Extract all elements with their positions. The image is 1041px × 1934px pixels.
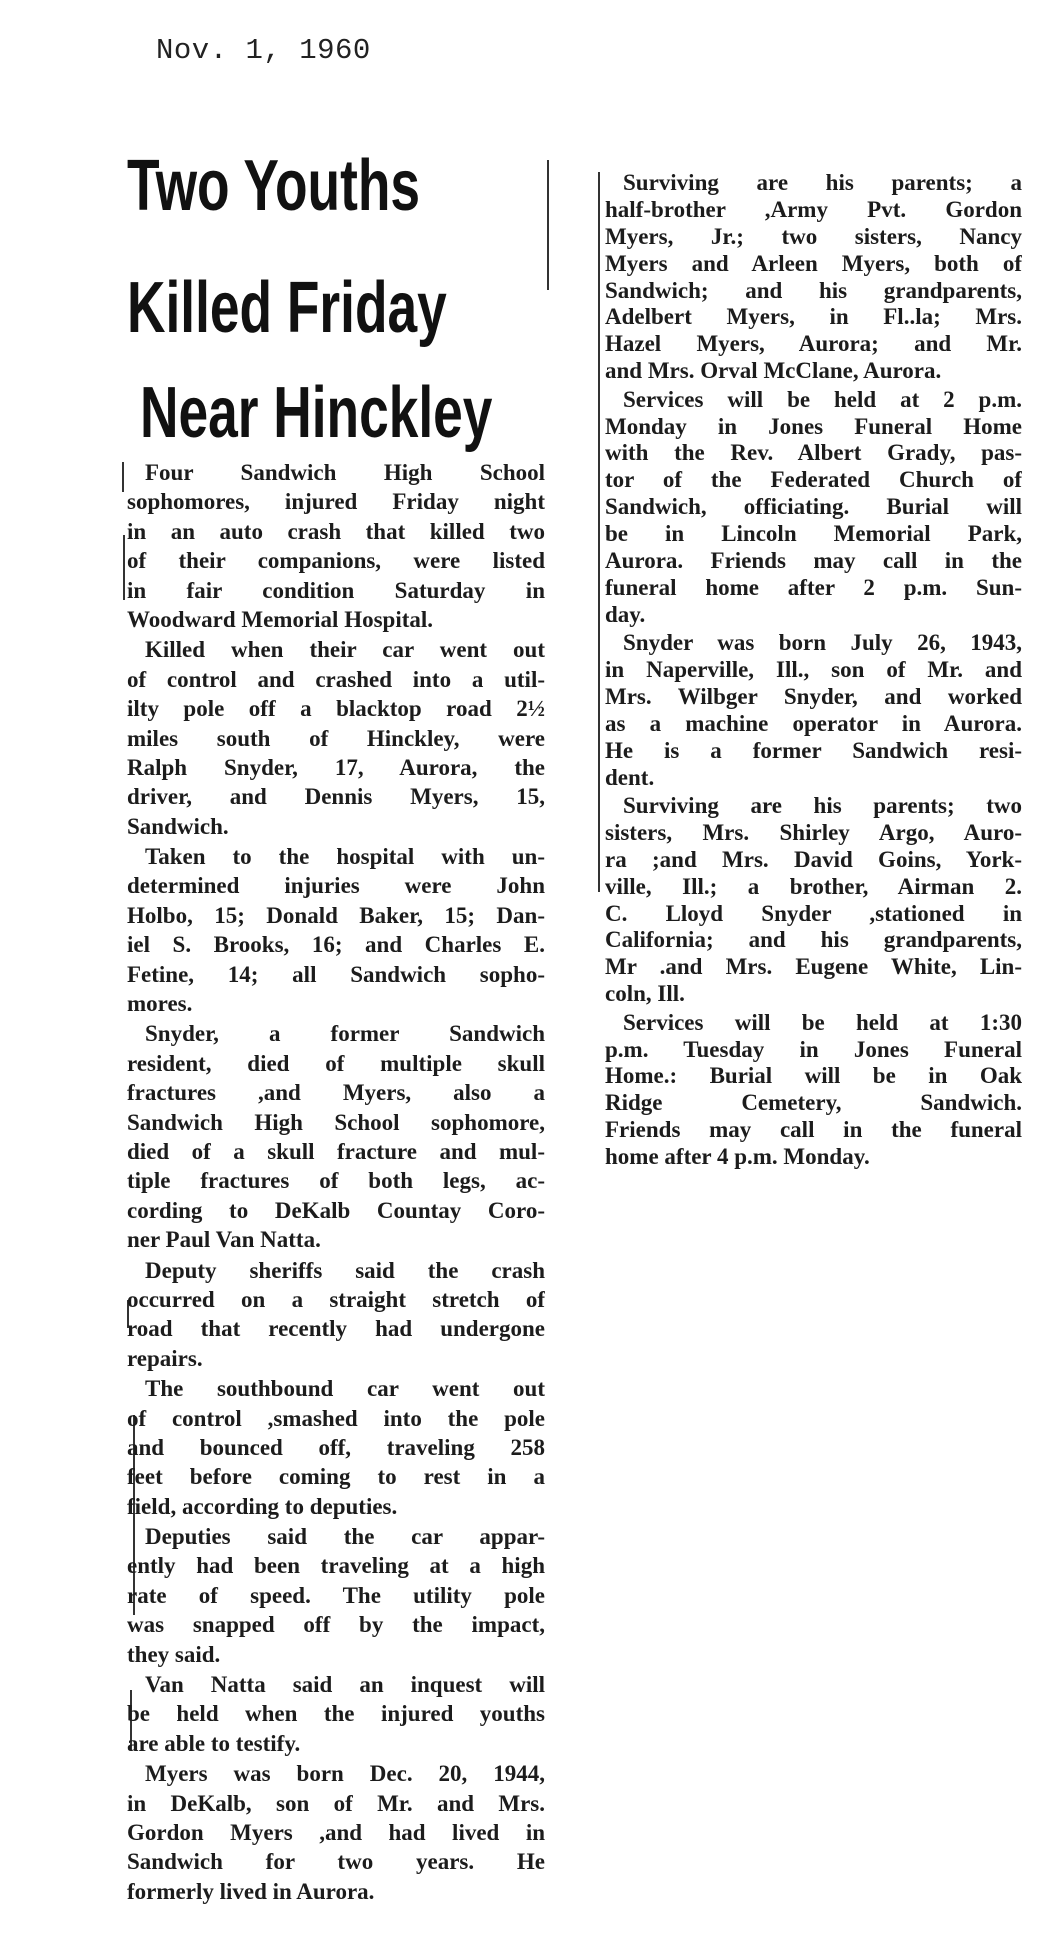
article-column-right xyxy=(605,170,1022,1172)
clipping-date: Nov. 1, 1960 xyxy=(156,34,371,67)
text-line: in an auto crash that killed two xyxy=(127,518,545,544)
text-line: and bounced off, traveling 258 xyxy=(127,1434,545,1460)
column-rule xyxy=(123,535,125,600)
text-line: Mr .and Mrs. Eugene White, Lin- xyxy=(605,954,1022,980)
text-line: Deputy sheriffs said the crash xyxy=(145,1257,545,1283)
text-line: formerly lived in Aurora. xyxy=(127,1878,375,1904)
text-line: dent. xyxy=(605,764,655,790)
headline-line: Two Youths xyxy=(127,146,421,226)
text-line: ently had been traveling at a high xyxy=(127,1553,545,1579)
text-line: Adelbert Myers, in Fl..la; Mrs. xyxy=(605,304,1022,330)
text-line: in DeKalb, son of Mr. and Mrs. xyxy=(127,1790,545,1816)
text-line: Friends may call in the funeral xyxy=(605,1117,1022,1143)
text-line: Deputies said the car appar- xyxy=(145,1524,545,1550)
text-line: Myers and Arleen Myers, both of xyxy=(605,250,1022,276)
article-paragraph xyxy=(127,635,545,841)
text-line: resident, died of multiple skull xyxy=(127,1050,545,1076)
text-line: ner Paul Van Natta. xyxy=(127,1227,321,1253)
article-column-left xyxy=(127,458,545,1907)
text-line: iel S. Brooks, 16; and Charles E. xyxy=(127,932,545,958)
article-paragraph xyxy=(605,170,1022,385)
text-line: occurred on a straight stretch of xyxy=(127,1286,545,1312)
text-line: Aurora. Friends may call in the xyxy=(605,547,1022,573)
article-paragraph xyxy=(605,793,1022,1008)
text-line: Sandwich. xyxy=(127,813,229,839)
text-line: The southbound car went out xyxy=(145,1376,545,1402)
text-line: tor of the Federated Church of xyxy=(605,467,1022,493)
text-line: they said. xyxy=(127,1641,221,1667)
text-line: in fair condition Saturday in xyxy=(127,577,545,603)
text-line: sisters, Mrs. Shirley Argo, Auro- xyxy=(605,819,1022,845)
text-line: was snapped off by the impact, xyxy=(127,1612,545,1638)
text-line: Sandwich High School sophomore, xyxy=(127,1109,545,1135)
text-line: funeral home after 2 p.m. Sun- xyxy=(605,574,1022,600)
text-line: ilty pole off a blacktop road 2½ xyxy=(127,696,545,722)
article-paragraph xyxy=(605,387,1022,629)
text-line: Taken to the hospital with un- xyxy=(145,844,545,870)
text-line: Surviving are his parents; a xyxy=(623,170,1022,195)
text-line: Ralph Snyder, 17, Aurora, the xyxy=(127,754,545,780)
text-line: Woodward Memorial Hospital. xyxy=(127,606,434,632)
article-paragraph xyxy=(127,842,545,1018)
text-line: C. Lloyd Snyder ,stationed in xyxy=(605,900,1022,926)
column-rule xyxy=(122,462,124,492)
column-rule xyxy=(598,172,600,892)
text-line: of their companions, were listed xyxy=(127,548,545,574)
text-line: Gordon Myers ,and had lived in xyxy=(127,1819,545,1845)
article-paragraph xyxy=(127,1256,545,1374)
text-line: are able to testify. xyxy=(127,1730,301,1756)
text-line: half-brother ,Army Pvt. Gordon xyxy=(605,196,1022,222)
text-line: p.m. Tuesday in Jones Funeral xyxy=(605,1036,1022,1062)
text-line: died of a skull fracture and mul- xyxy=(127,1138,545,1164)
text-line: Hazel Myers, Aurora; and Mr. xyxy=(605,331,1022,357)
text-line: ra ;and Mrs. David Goins, York- xyxy=(605,846,1022,872)
text-line: Myers was born Dec. 20, 1944, xyxy=(145,1761,545,1787)
text-line: Sandwich, officiating. Burial will xyxy=(605,494,1022,520)
article-paragraph xyxy=(605,1010,1022,1171)
text-line: California; and his grandparents, xyxy=(605,927,1022,953)
text-line: tiple fractures of both legs, ac- xyxy=(127,1168,545,1194)
text-line: feet before coming to rest in a xyxy=(127,1464,545,1490)
text-line: determined injuries were John xyxy=(127,873,545,899)
text-line: road that recently had undergone xyxy=(127,1316,545,1342)
headline-line: Near Hinckley xyxy=(140,373,493,453)
text-line: Surviving are his parents; two xyxy=(623,792,1022,818)
text-line: of control and crashed into a util- xyxy=(127,666,545,692)
text-line: and Mrs. Orval McClane, Aurora. xyxy=(605,358,942,384)
text-line: home after 4 p.m. Monday. xyxy=(605,1144,870,1170)
column-rule xyxy=(547,160,549,290)
text-line: Snyder was born July 26, 1943, xyxy=(623,630,1022,656)
article-paragraph xyxy=(127,1019,545,1254)
text-line: Services will be held at 1:30 xyxy=(623,1009,1022,1035)
text-line: as a machine operator in Aurora. xyxy=(605,710,1022,736)
text-line: Killed when their car went out xyxy=(145,637,545,663)
text-line: Monday in Jones Funeral Home xyxy=(605,413,1022,439)
text-line: be in Lincoln Memorial Park, xyxy=(605,521,1022,547)
text-line: mores. xyxy=(127,991,193,1017)
text-line: He is a former Sandwich resi- xyxy=(605,737,1022,763)
text-line: Myers, Jr.; two sisters, Nancy xyxy=(605,223,1022,249)
text-line: Snyder, a former Sandwich xyxy=(145,1021,545,1047)
text-line: coln, Ill. xyxy=(605,981,685,1007)
headline-line: Killed Friday xyxy=(127,268,447,348)
text-line: rate of speed. The utility pole xyxy=(127,1582,545,1608)
text-line: Four Sandwich High School xyxy=(145,460,545,485)
text-line: cording to DeKalb Countay Coro- xyxy=(127,1197,545,1223)
text-line: of control ,smashed into the pole xyxy=(127,1405,545,1431)
article-paragraph xyxy=(127,1670,545,1758)
text-line: fractures ,and Myers, also a xyxy=(127,1080,545,1106)
text-line: miles south of Hinckley, were xyxy=(127,725,545,751)
article-paragraph xyxy=(127,1522,545,1669)
text-line: be held when the injured youths xyxy=(127,1701,545,1727)
article-paragraph xyxy=(127,458,545,634)
text-line: repairs. xyxy=(127,1345,203,1371)
article-paragraph xyxy=(127,1374,545,1521)
text-line: Van Natta said an inquest will xyxy=(145,1672,545,1698)
text-line: Mrs. Wilbger Snyder, and worked xyxy=(605,683,1022,709)
text-line: with the Rev. Albert Grady, pas- xyxy=(605,440,1022,466)
text-line: Sandwich; and his grandparents, xyxy=(605,277,1022,303)
text-line: Holbo, 15; Donald Baker, 15; Dan- xyxy=(127,902,545,928)
text-line: ville, Ill.; a brother, Airman 2. xyxy=(605,873,1022,899)
text-line: in Naperville, Ill., son of Mr. and xyxy=(605,657,1022,683)
text-line: driver, and Dennis Myers, 15, xyxy=(127,784,545,810)
article-paragraph xyxy=(127,1759,545,1906)
text-line: Ridge Cemetery, Sandwich. xyxy=(605,1090,1022,1116)
text-line: day. xyxy=(605,601,646,627)
text-line: Fetine, 14; all Sandwich sopho- xyxy=(127,961,545,987)
article-paragraph xyxy=(605,630,1022,791)
text-line: Sandwich for two years. He xyxy=(127,1849,545,1875)
text-line: sophomores, injured Friday night xyxy=(127,489,545,515)
text-line: field, according to deputies. xyxy=(127,1493,398,1519)
text-line: Home.: Burial will be in Oak xyxy=(605,1063,1022,1089)
text-line: Services will be held at 2 p.m. xyxy=(623,386,1022,412)
